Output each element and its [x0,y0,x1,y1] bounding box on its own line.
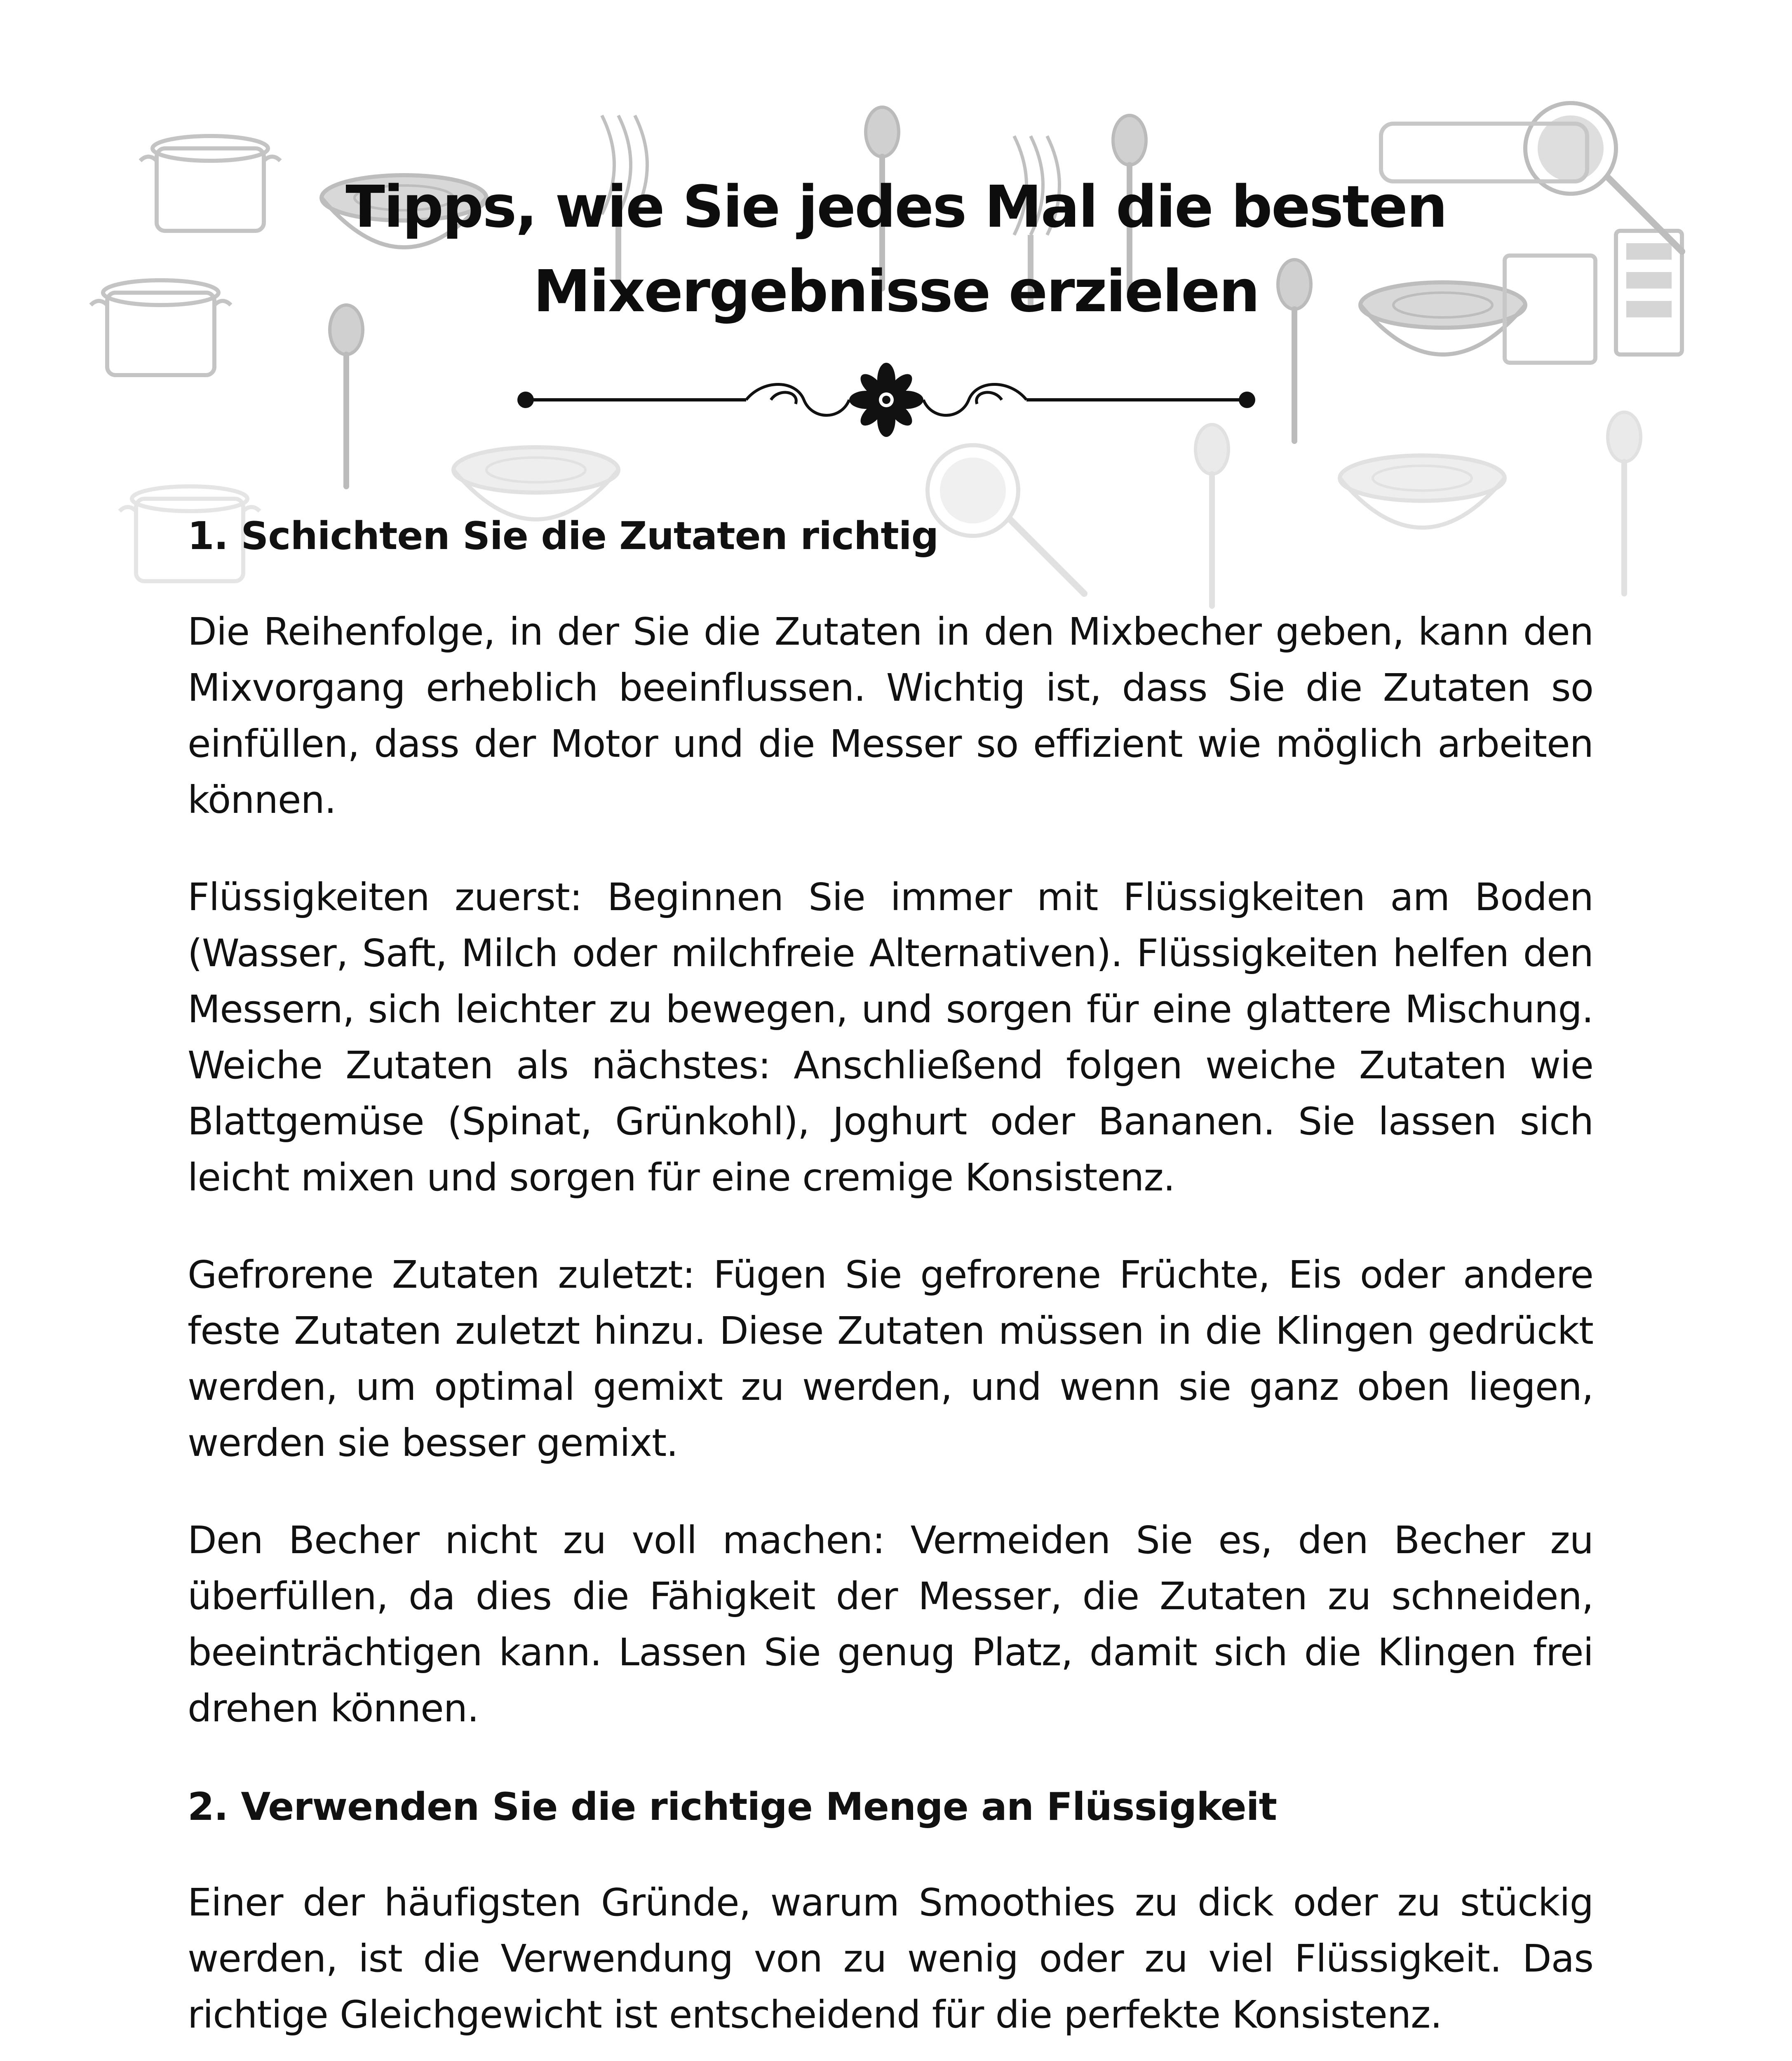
main-content [188,507,1593,2061]
paragraph: Den Becher nicht zu voll machen: Vermeiden Sie es, den Becher zu überfüllen, da dies die Fähigkeit der Messer, die Zutaten zu schneiden, beeinträchtigen kann. Lassen Sie genug Platz, damit sich die Klingen frei drehen können. [188,1518,1593,1730]
page-title [247,165,1545,334]
title-line-2: Mixergebnisse erzielen [533,258,1259,325]
title-line-1: Tipps, wie Sie jedes Mal die besten [345,174,1447,241]
flower-ornament-divider [515,363,1257,437]
section-heading-1: 1. Schichten Sie die Zutaten richtig [188,514,939,558]
paragraph: Flüssigkeiten zuerst: Beginnen Sie immer mit Flüssigkeiten am Boden (Wasser, Saft, Milch oder milchfreie Alternativen). Flüssigkeiten helfen den Messern, sich leichter zu bewegen, und sorgen für eine glattere Mischung. Weiche Zutaten als nächstes: Anschließend folgen weiche Zutaten wie Blattgemüse (Spinat, Grünkohl), Joghurt oder Bananen. Sie lassen sich leicht mixen und sorgen für eine cremige Konsistenz. [188,875,1593,1200]
paragraph: Gefrorene Zutaten zuletzt: Fügen Sie gefrorene Früchte, Eis oder andere feste Zutaten zuletzt hinzu. Diese Zutaten müssen in die Klingen gedrückt werden, um optimal gemixt zu werden, und wenn sie ganz oben liegen, werden sie besser gemixt. [188,1253,1593,1465]
paragraph: Einer der häufigsten Gründe, warum Smoothies zu dick oder zu stückig werden, ist die Verwendung von zu wenig oder zu viel Flüssigkeit. Das richtige Gleichgewicht ist entscheidend für die perfekte Konsistenz. [188,1880,1593,2037]
paragraph: Die Reihenfolge, in der Sie die Zutaten in den Mixbecher geben, kann den Mixvorgang erheblich beeinflussen. Wichtig ist, dass Sie die Zutaten so einfüllen, dass der Motor und die Messer so effizient wie möglich arbeiten können. [188,610,1593,822]
section-heading-2: 2. Verwenden Sie die richtige Menge an Flüssigkeit [188,1784,1277,1829]
